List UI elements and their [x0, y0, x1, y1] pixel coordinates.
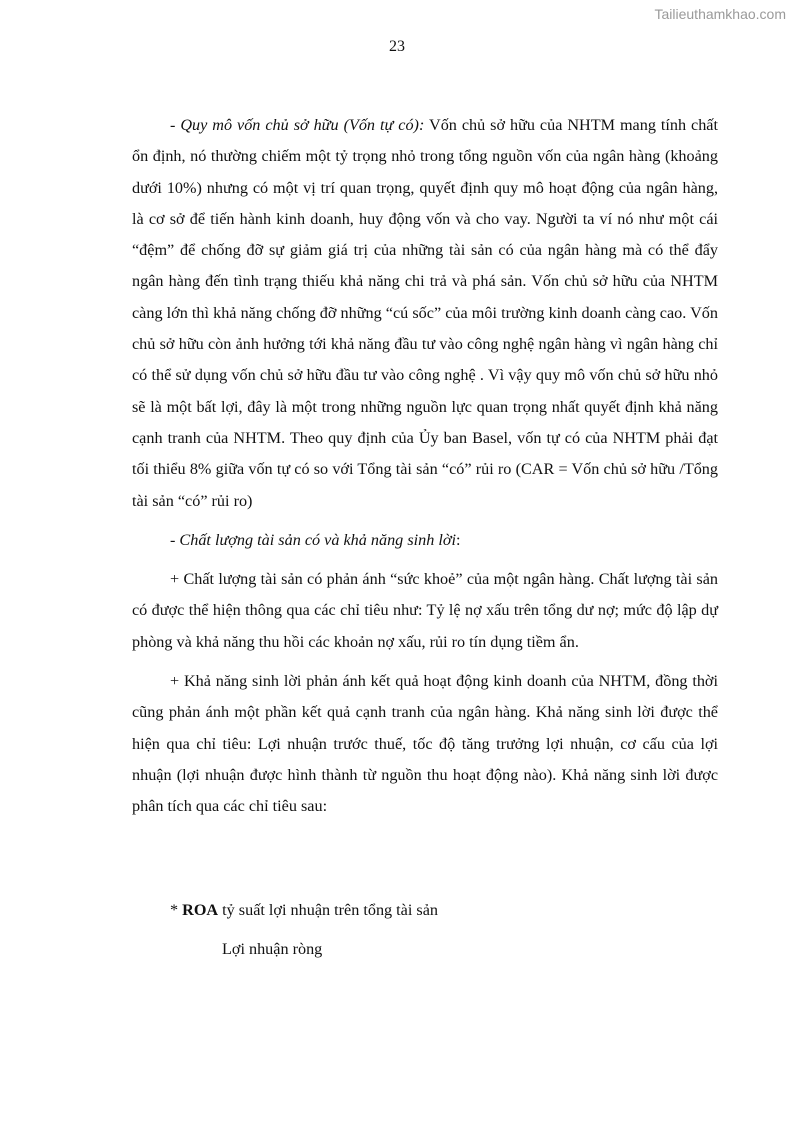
paragraph-equity-capital [132, 110, 718, 517]
paragraph-tail: : [456, 530, 461, 549]
paragraph-lead: - Chất lượng tài sản có và khả năng sinh lời [170, 530, 456, 549]
roa-label: ROA [182, 900, 219, 919]
roa-formula-heading [170, 895, 718, 926]
roa-description: tỷ suất lợi nhuận trên tổng tài sản [218, 900, 438, 919]
paragraph-asset-quality-heading [132, 525, 718, 556]
watermark: Tailieuthamkhao.com [654, 6, 786, 22]
page-number: 23 [389, 38, 405, 55]
bullet: * [170, 900, 183, 919]
paragraph-text: Vốn chủ sở hữu của NHTM mang tính chất ổn định, nó thường chiếm một tỷ trọng nhỏ trong tổng nguồn vốn của ngân hàng (khoảng dưới 10%) nhưng có một vị trí quan trọng, quyết định quy mô hoạt động của ngân hàng, là cơ sở để tiến hành kinh doanh, huy động vốn và cho vay. Người ta ví nó như một cái “đệm” để chống đỡ sự giảm giá trị của những tài sản có của ngân hàng mà có thể đẩy ngân hàng đến tình trạng thiếu khả năng chi trả và phá sản. Vốn chủ sở hữu của NHTM càng lớn thì khả năng chống đỡ những “cú sốc” của môi trường kinh doanh càng cao. Vốn chủ sở hữu còn ảnh hưởng tới khả năng đầu tư vào công nghệ ngân hàng vì ngân hàng chỉ có thể sử dụng vốn chủ sở hữu đầu tư vào công nghệ . Vì vậy quy mô vốn chủ sở hữu nhỏ sẽ là một bất lợi, đây là một trong những nguồn lực quan trọng nhất quyết định khả năng cạnh tranh của NHTM. Theo quy định của Ủy ban Basel, vốn tự có của NHTM phải đạt tối thiểu 8% giữa vốn tự có so với Tổng tài sản “có” rủi ro (CAR = Vốn chủ sở hữu /Tổng tài sản “có” rủi ro) [132, 116, 718, 510]
roa-numerator: Lợi nhuận ròng [222, 939, 323, 958]
paragraph-lead: - Quy mô vốn chủ sở hữu (Vốn tự có): [170, 116, 425, 134]
paragraph-asset-quality: + Chất lượng tài sản có phản ánh “sức khoẻ” của một ngân hàng. Chất lượng tài sản có được thể hiện thông qua các chỉ tiêu như: Tỷ lệ nợ xấu trên tổng dư nợ; mức độ lập dự phòng và khả năng thu hồi các khoản nợ xấu, rủi ro tín dụng tiềm ẩn. [132, 570, 718, 651]
document-body [132, 110, 718, 965]
paragraph-profitability: + Khả năng sinh lời phản ánh kết quả hoạt động kinh doanh của NHTM, đồng thời cũng phản ánh một phần kết quả cạnh tranh của ngân hàng. Khả năng sinh lời được thể hiện qua chỉ tiêu: Lợi nhuận trước thuế, tốc độ tăng trưởng lợi nhuận, cơ cấu của lợi nhuận (lợi nhuận được hình thành từ nguồn thu hoạt động nào). Khả năng sinh lời được phân tích qua các chỉ tiêu sau: [132, 672, 718, 816]
